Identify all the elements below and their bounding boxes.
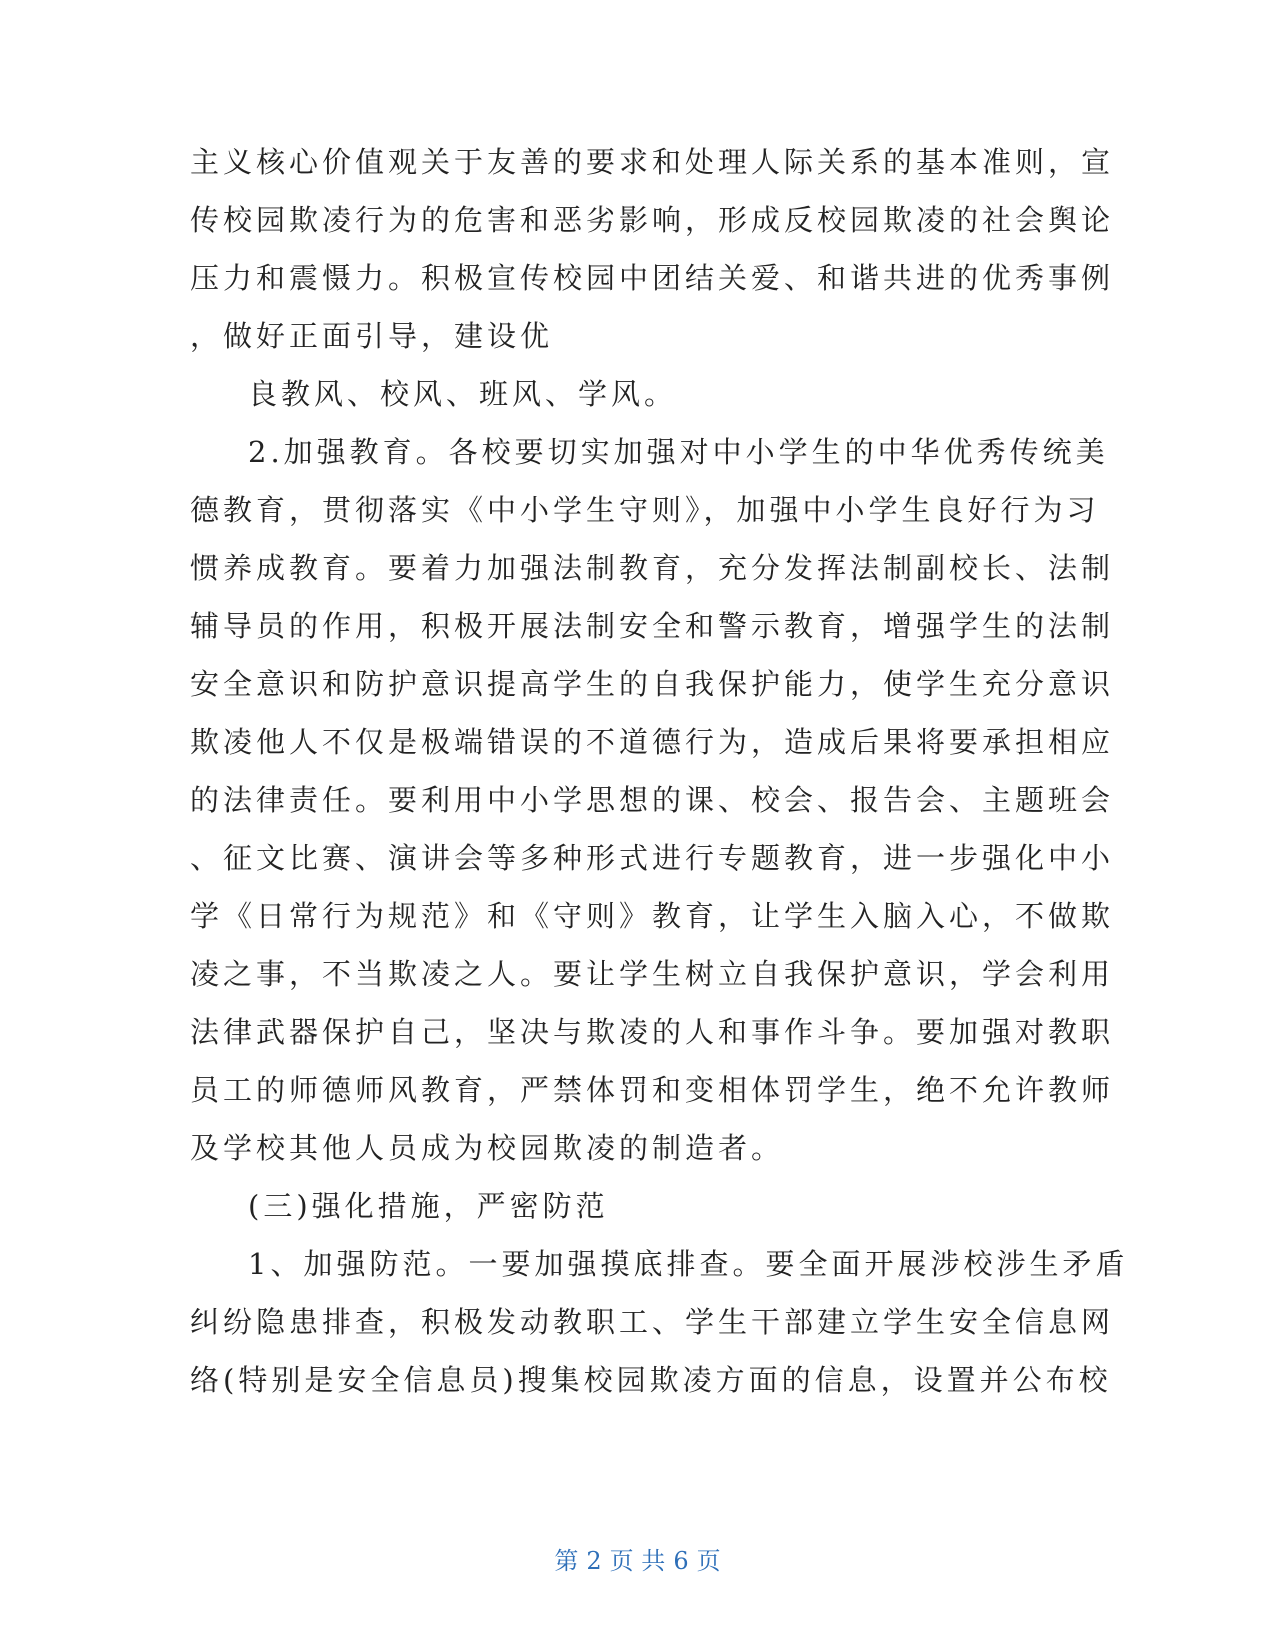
text-line: 1、加强防范。一要加强摸底排查。要全面开展涉校涉生矛盾 [248, 1247, 1129, 1281]
text-line: 及学校其他人员成为校园欺凌的制造者。 [190, 1131, 785, 1165]
footer-suffix: 页 [696, 1547, 721, 1575]
text-line: 主义核心价值观关于友善的要求和处理人际关系的基本准则，宣 [190, 145, 1115, 179]
text-line: 、征文比赛、演讲会等多种形式进行专题教育，进一步强化中小 [190, 841, 1115, 875]
text-line: 学《日常行为规范》和《守则》教育，让学生入脑入心，不做欺 [190, 899, 1115, 933]
text-line: 德教育，贯彻落实《中小学生守则》，加强中小学生良好行为习 [190, 493, 1100, 527]
text-line: ，做好正面引导，建设优 [190, 319, 554, 353]
text-line: 凌之事，不当欺凌之人。要让学生树立自我保护意识，学会利用 [190, 957, 1115, 991]
section-heading: (三)强化措施，严密防范 [248, 1189, 609, 1223]
footer-page-number: 2 [586, 1547, 602, 1575]
text-line: 辅导员的作用，积极开展法制安全和警示教育，增强学生的法制 [190, 609, 1115, 643]
text-line: 员工的师德师风教育，严禁体罚和变相体罚学生，绝不允许教师 [190, 1073, 1115, 1107]
text-line: 惯养成教育。要着力加强法制教育，充分发挥法制副校长、法制 [190, 551, 1115, 585]
text-line: 压力和震慑力。积极宣传校园中团结关爱、和谐共进的优秀事例 [190, 261, 1115, 295]
page-footer [0, 1544, 1275, 1578]
text-line: 2.加强教育。各校要切实加强对中小学生的中华优秀传统美 [248, 435, 1109, 469]
text-line: 络(特别是安全信息员)搜集校园欺凌方面的信息，设置并公布校 [190, 1363, 1112, 1397]
text-line: 良教风、校风、班风、学风。 [248, 377, 678, 411]
text-line: 法律武器保护自己，坚决与欺凌的人和事作斗争。要加强对教职 [190, 1015, 1115, 1049]
text-line: 安全意识和防护意识提高学生的自我保护能力，使学生充分意识 [190, 667, 1115, 701]
footer-mid: 页 共 [609, 1547, 666, 1575]
footer-prefix: 第 [554, 1547, 579, 1575]
text-line: 传校园欺凌行为的危害和恶劣影响，形成反校园欺凌的社会舆论 [190, 203, 1115, 237]
text-line: 欺凌他人不仅是极端错误的不道德行为，造成后果将要承担相应 [190, 725, 1115, 759]
text-line: 纠纷隐患排查，积极发动教职工、学生干部建立学生安全信息网 [190, 1305, 1115, 1339]
text-line: 的法律责任。要利用中小学思想的课、校会、报告会、主题班会 [190, 783, 1115, 817]
footer-total-pages: 6 [673, 1547, 689, 1575]
